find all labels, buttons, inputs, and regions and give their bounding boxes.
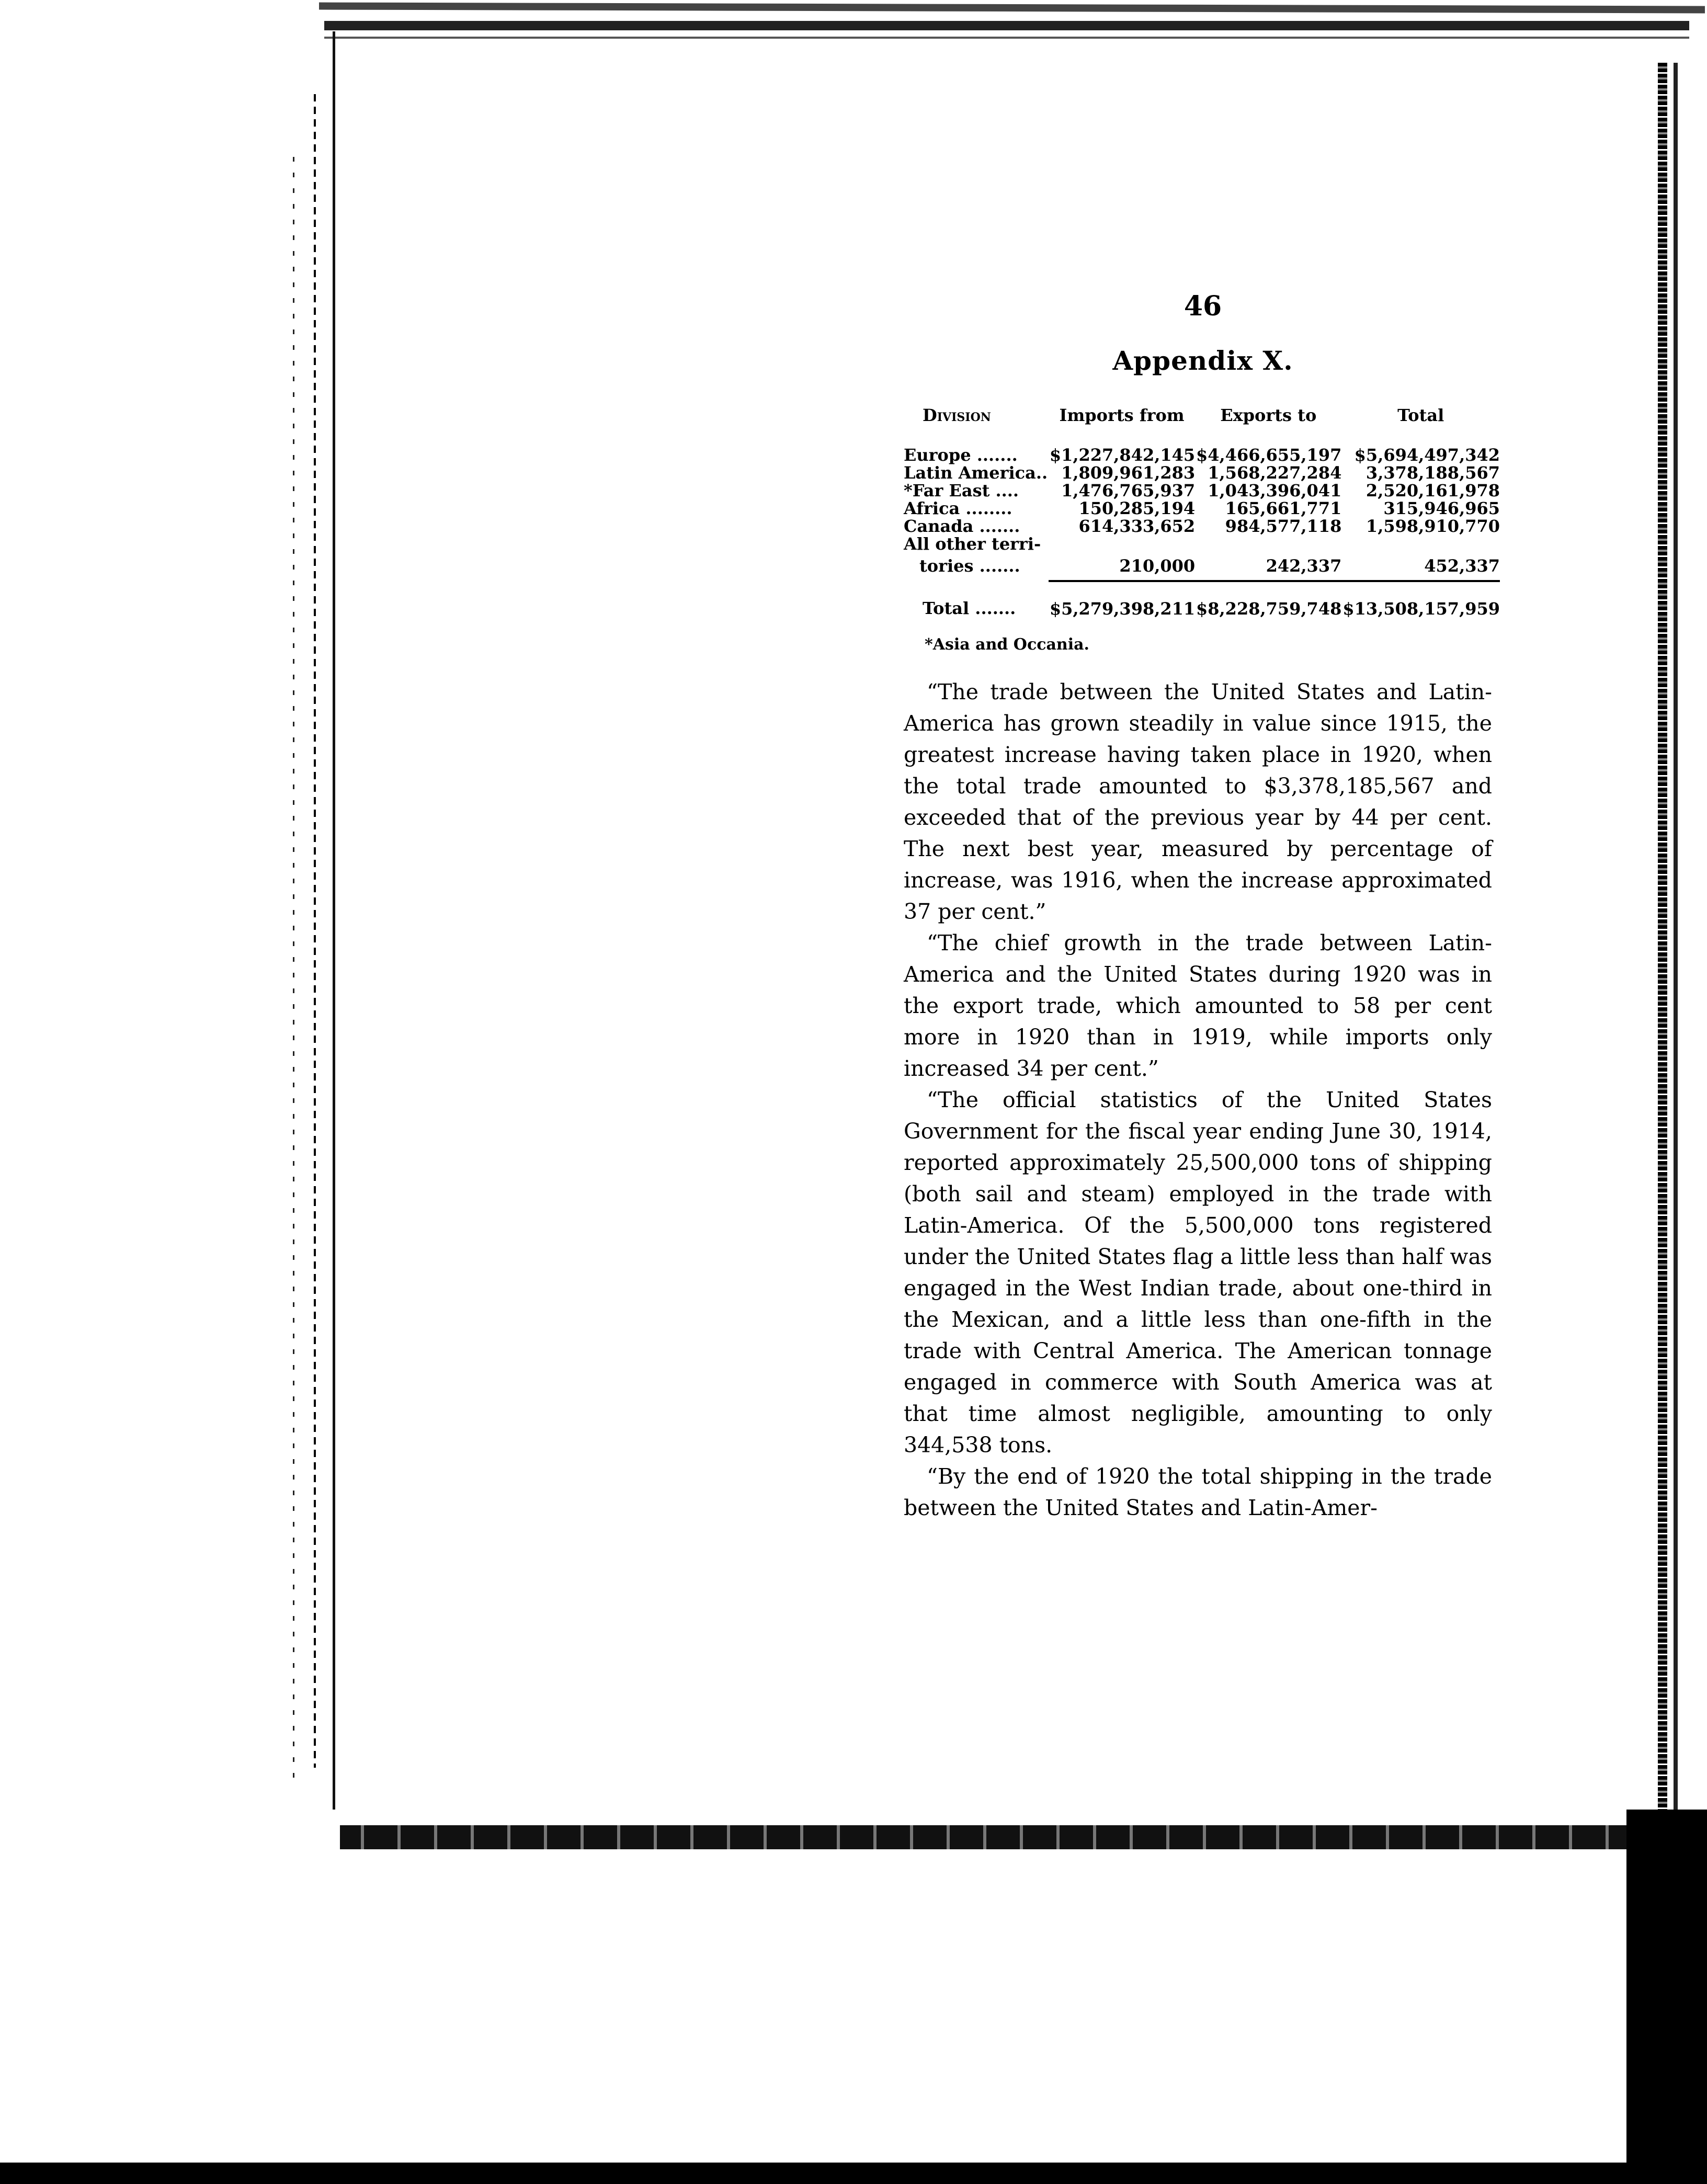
header-total: Total [1397, 405, 1444, 425]
appendix-title: Appendix X. [1112, 345, 1293, 376]
cell-division: Africa ........ [904, 498, 1012, 518]
trade-table [904, 405, 1500, 618]
cell-imports: 614,333,652 [1078, 516, 1196, 536]
cell-exports: $4,466,655,197 [1196, 445, 1342, 465]
cell-exports: 984,577,118 [1225, 516, 1342, 536]
cell-division: All other terri- [904, 534, 1041, 554]
header-division: Division [923, 405, 991, 425]
table-row [904, 517, 1500, 535]
cell-total: 315,946,965 [1383, 498, 1500, 518]
cell-division: tories ....... [919, 556, 1020, 576]
cell-total: 452,337 [1424, 556, 1500, 576]
cell-total: 2,520,161,978 [1365, 481, 1500, 500]
cell-total-label: Total ....... [923, 598, 1016, 618]
cell-imports: $1,227,842,145 [1049, 445, 1196, 465]
cell-total: $5,694,497,342 [1354, 445, 1500, 465]
cell-division: Latin America.. [904, 463, 1048, 483]
cell-division: Canada ....... [904, 516, 1020, 536]
scan-artifact-bottom-border [340, 1825, 1637, 1849]
header-exports: Exports to [1220, 405, 1317, 425]
scan-artifact-left-edge [333, 31, 335, 1810]
cell-total [1341, 535, 1500, 553]
table-row [904, 535, 1500, 553]
paragraph: “The trade between the United States and Latin-America has grown steadily in value since 1915, the greatest increase having taken place in 1920, when the total trade amounted to $3,378,185,567 and exceeded that of the previous year by 44 per cent. The next best year, measured by percentage of increase, was 1916, when the increase approximated 37 per cent.” [904, 679, 1492, 924]
scan-artifact-left-binding-outer [293, 157, 294, 1778]
scan-artifact-right-edge [1658, 63, 1667, 1830]
page-number: 46 [1183, 290, 1222, 322]
paragraph: “The chief growth in the trade between Latin-America and the United States during 1920 was in the export trade, which amounted to 58 per cent more in 1920 than in 1919, while imports only increased 34 per cent.” [904, 930, 1492, 1081]
cell-imports [1049, 535, 1195, 553]
cell-exports [1195, 535, 1341, 553]
cell-grand-total: $13,508,157,959 [1342, 599, 1500, 619]
cell-exports: 242,337 [1266, 556, 1342, 576]
scan-artifact-bottom-corner [1626, 1810, 1707, 2184]
paragraph: “The official statistics of the United States Government for the fiscal year ending June 30, 1914, reported approximately 25,500,000 tons of shipping (both sail and steam) employed in the trade with Latin-America. Of the 5,500,000 tons registered under the United States flag a little less than half was engaged in the West Indian trade, about one-third in the Mexican, and a little less than one-fifth in the trade with Central America. The American tonnage engaged in commerce with South America was at that time almost negligible, amounting to only 344,538 tons. [904, 1087, 1492, 1458]
scan-artifact-top-edge [319, 3, 1705, 14]
table-row [904, 499, 1500, 517]
scan-artifact-left-binding [314, 94, 316, 1768]
body-text [904, 676, 1492, 1523]
table-row [904, 557, 1500, 575]
table-footnote: *Asia and Occania. [925, 635, 1089, 654]
scan-artifact-bottom-band [0, 2163, 1707, 2184]
cell-imports: 150,285,194 [1078, 498, 1196, 518]
scan-artifact-right-edge-line [1674, 63, 1678, 1841]
cell-total: 3,378,188,567 [1365, 463, 1500, 483]
header-imports: Imports from [1059, 405, 1185, 425]
cell-division: *Far East .... [904, 481, 1019, 500]
cell-division: Europe ....... [904, 445, 1018, 465]
cell-imports: 210,000 [1119, 556, 1196, 576]
table-row [904, 446, 1500, 464]
cell-imports: 1,476,765,937 [1061, 481, 1196, 500]
cell-imports: 1,809,961,283 [1061, 463, 1196, 483]
cell-exports: 165,661,771 [1225, 498, 1342, 518]
table-header-row [904, 405, 1500, 446]
table-row [904, 464, 1500, 482]
cell-total-imports: $5,279,398,211 [1049, 599, 1196, 619]
table-row [904, 482, 1500, 499]
cell-exports: 1,043,396,041 [1208, 481, 1342, 500]
cell-total: 1,598,910,770 [1365, 516, 1500, 536]
cell-exports: 1,568,227,284 [1208, 463, 1342, 483]
paragraph: “By the end of 1920 the total shipping in the trade between the United States and Latin-Amer- [904, 1464, 1492, 1520]
scan-artifact-top-border [324, 21, 1689, 58]
table-total-row [904, 581, 1500, 618]
cell-total-exports: $8,228,759,748 [1196, 599, 1342, 619]
